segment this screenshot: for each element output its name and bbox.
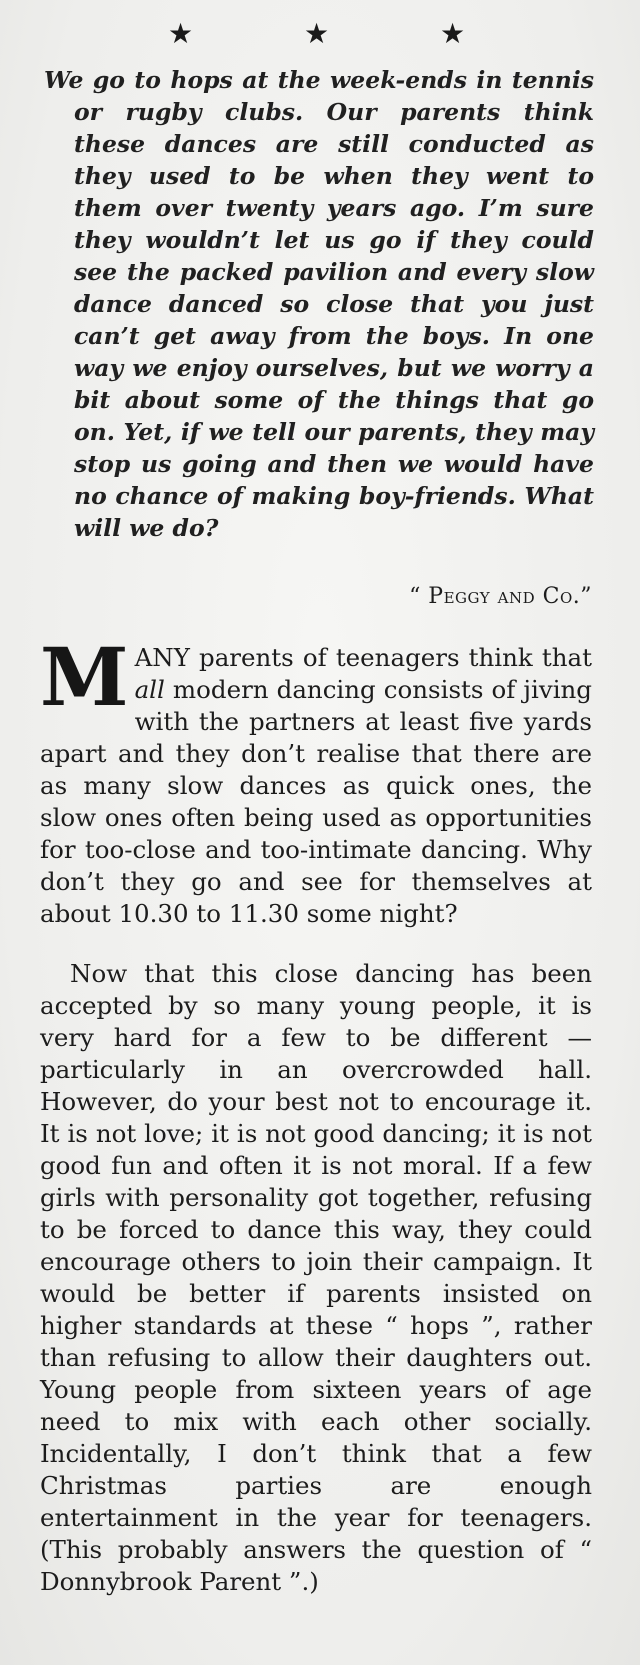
reply-emphasis: all xyxy=(134,675,165,704)
section-ornament xyxy=(0,16,640,52)
drop-cap: M xyxy=(40,630,129,724)
star-icon: ★ xyxy=(440,17,466,50)
reply-paragraph-1-rest: modern dancing consists of jiving with the partners at least five yards apart and they don’t realise that there are as many slow dances as quick ones, the slow ones often being used as opportunities for too-close and too-intimate dancing. Why don’t they go and see for themselves at about 10.30 to 11.30 some night? xyxy=(40,675,592,928)
reply-paragraph-2: Now that this close dancing has been accepted by so many young people, it is very hard for a few to be different — particularly in an overcrowded hall. However, do your best not to encourage it. It is not love; it is not good dancing; it is not good fun and often it is not moral. If a few girls with personality got together, refusing to be forced to dance this way, they could encourage others to join their campaign. It would be better if parents insisted on higher standards at these “ hops ”, rather than refusing to allow their daughters out. Young people from sixteen years of age need to mix with each other socially. Incidentally, I don’t think that a few Christmas parties are enough entertainment in the year for teenagers. (This probably answers the question of “ Donnybrook Parent ”.) xyxy=(40,959,592,1596)
advice-reply xyxy=(40,630,592,1626)
reply-paragraph-1 xyxy=(40,630,592,930)
reply-lead: ANY parents of teenagers think that xyxy=(134,643,592,672)
letter-text: We go to hops at the week-ends in tennis or rugby clubs. Our parents think these dances are still conducted as they used to be when they went to them over twenty years ago. I’m sure they wouldn’t let us go if they could see the packed pavilion and every slow dance danced so close that you just can’t get away from the boys. In one way we enjoy ourselves, but we worry a bit about some of the things that go on. Yet, if we tell our parents, they may stop us going and then we would have no chance of making boy-friends. What will we do? xyxy=(44,66,594,542)
reader-letter xyxy=(44,64,594,544)
star-icon: ★ xyxy=(168,17,194,50)
letter-signature: “ Peggy and Co.” xyxy=(409,584,592,609)
star-icon: ★ xyxy=(304,17,330,50)
